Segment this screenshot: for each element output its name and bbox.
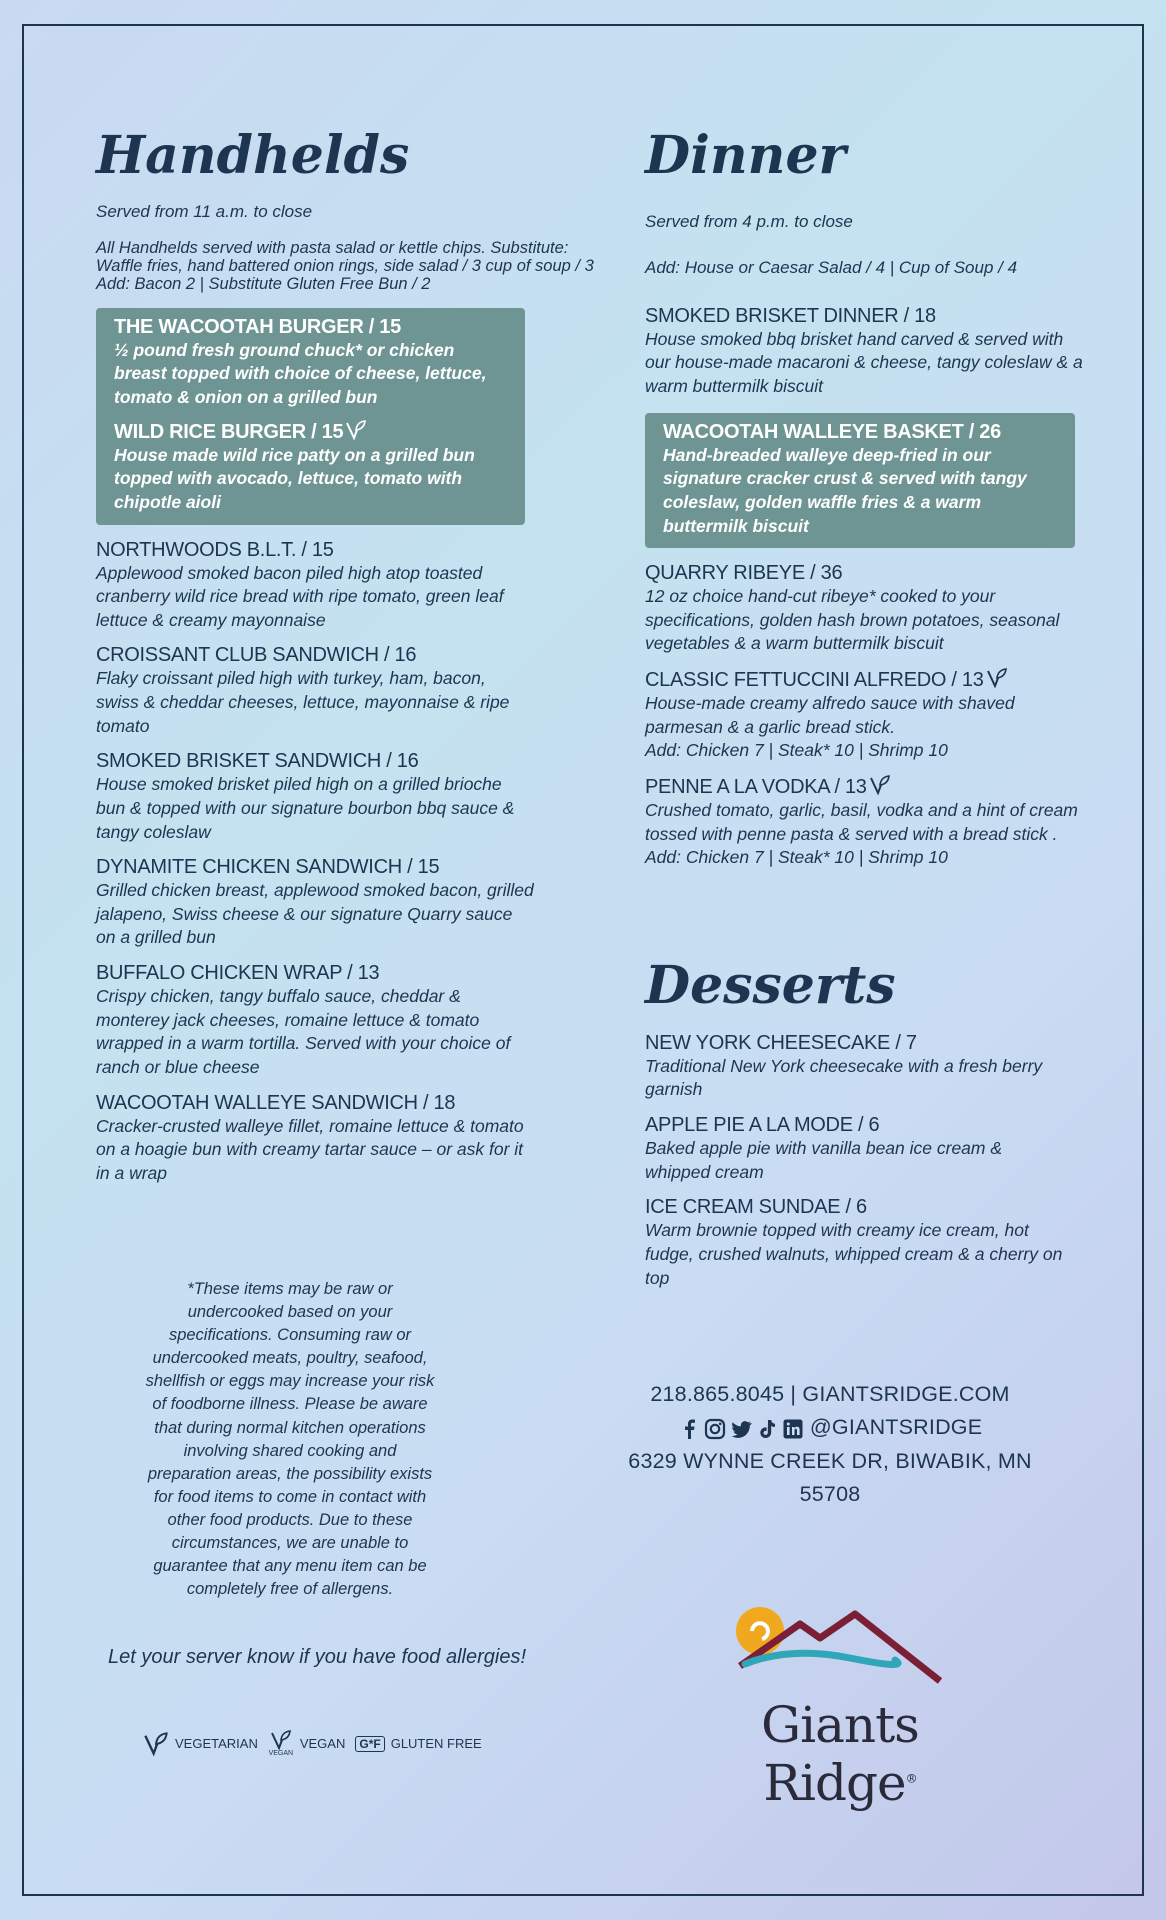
menu-item [114, 316, 507, 410]
menu-item-desc: Baked apple pie with vanilla bean ice cream & whipped cream [645, 1138, 1003, 1182]
menu-item [645, 1032, 1085, 1102]
menu-item [645, 562, 1085, 656]
menu-item-desc: House-made creamy alfredo sauce with shaved parmesan & a garlic bread stick. Add: Chicken 7 | Steak* 10 | Shrimp 10 [645, 693, 1015, 761]
menu-item [663, 421, 1057, 539]
handhelds-heading: Handhelds [96, 125, 410, 186]
menu-item-title: BUFFALO CHICKEN WRAP / 13 [96, 962, 380, 985]
vegan-mark-text: VEGAN [268, 1750, 294, 1757]
menu-item [96, 962, 616, 1080]
vegetarian-leaf-icon [869, 775, 891, 795]
menu-item-title: APPLE PIE A LA MODE / 6 [645, 1114, 880, 1137]
menu-item-title: DYNAMITE CHICKEN SANDWICH / 15 [96, 856, 440, 879]
menu-item-title: ICE CREAM SUNDAE / 6 [645, 1196, 867, 1219]
contact-info [600, 1378, 1060, 1511]
handhelds-info: All Handhelds served with pasta salad or kettle chips. Substitute: Waffle fries, hand battered onion rings, side salad / 3 cup of soup / 3 Add: Bacon 2 | Substitute Gluten Free Bun / 2 [96, 239, 594, 294]
menu-item [645, 1114, 1085, 1184]
dinner-section [645, 125, 1085, 1290]
menu-item [96, 750, 616, 844]
menu-item [645, 305, 1085, 399]
logo-wordmark: Giants Ridge® [761, 1696, 919, 1812]
menu-item-title: NORTHWOODS B.L.T. / 15 [96, 538, 334, 561]
giants-ridge-logo [680, 1596, 1000, 1812]
menu-item-title: THE WACOOTAH BURGER / 15 [114, 315, 401, 338]
menu-item-desc: Traditional New York cheesecake with a fresh berry garnish [645, 1055, 1043, 1100]
menu-item-desc: Flaky croissant piled high with turkey, ham, bacon, swiss & cheddar cheeses, lettuce, mayonnaise & ripe tomato [96, 668, 510, 736]
menu-item-title: SMOKED BRISKET DINNER / 18 [645, 304, 936, 327]
menu-item-title: CROISSANT CLUB SANDWICH / 16 [96, 644, 417, 667]
menu-item-desc: House made wild rice patty on a grilled bun topped with avocado, lettuce, tomato with chipotle aioli [114, 444, 475, 512]
menu-item-desc: Crushed tomato, garlic, basil, vodka and a hint of cream tossed with penne pasta & served with a bread stick . Add: Chicken 7 | Steak* 10 | Shrimp 10 [645, 799, 1078, 868]
menu-item-desc: Cracker-crusted walleye fillet, romaine lettuce & tomato on a hoagie bun with creamy tartar sauce – or ask for it in a wrap [96, 1115, 524, 1183]
tiktok-icon[interactable] [756, 1418, 778, 1440]
menu-item [645, 668, 1085, 763]
vegetarian-leaf-icon [143, 1731, 169, 1757]
legend-vegan: VEGAN [299, 1736, 346, 1751]
vegan-icon [268, 1730, 294, 1757]
menu-item-title: WACOOTAH WALLEYE SANDWICH / 18 [96, 1091, 456, 1114]
legend-vegetarian: VEGETARIAN [175, 1736, 258, 1751]
featured-box-dinner [645, 413, 1075, 549]
twitter-icon[interactable] [730, 1418, 752, 1440]
vegetarian-leaf-icon [986, 668, 1008, 688]
desserts-section [645, 954, 1085, 1290]
facebook-icon[interactable] [678, 1418, 700, 1440]
menu-item-desc: House smoked brisket piled high on a grilled brioche bun & topped with our signature bourbon bbq sauce & tangy coleslaw [96, 774, 515, 842]
dinner-heading: Dinner [645, 125, 846, 186]
menu-item-title: WACOOTAH WALLEYE BASKET / 26 [663, 420, 1001, 443]
handhelds-section [96, 125, 616, 1185]
menu-item [96, 539, 616, 633]
menu-item-desc: Hand-breaded walleye deep-fried in our signature cracker crust & served with tangy coleslaw, golden waffle fries & a warm buttermilk biscuit [663, 444, 1027, 536]
allergen-notice: *These items may be raw or undercooked based on your specifications. Consuming raw or undercooked meats, poultry, seafood, shellfish or eggs may increase your risk of foodborne illness. Please be aware that during normal kitchen operations involving shared cooking and preparation areas, the possibility exists for food items to come in contact with other food products. Due to these circumstances, we are unable to guarantee that any menu item can be completely free of allergens. [145, 1280, 435, 1599]
featured-box-handhelds [96, 308, 525, 525]
desserts-heading: Desserts [645, 954, 896, 1016]
menu-item-title: CLASSIC FETTUCCINI ALFREDO / 13 [645, 668, 1085, 692]
menu-item-title: SMOKED BRISKET SANDWICH / 16 [96, 750, 419, 773]
menu-item-desc: Applewood smoked bacon piled high atop toasted cranberry wild rice bread with ripe tomato, green leaf lettuce & creamy mayonnaise [96, 562, 504, 630]
phone-website: 218.865.8045 | GIANTSRIDGE.COM [650, 1382, 1010, 1406]
menu-item-desc: ½ pound fresh ground chuck* or chicken breast topped with choice of cheese, lettuce, tomato & onion on a grilled bun [114, 339, 487, 408]
handhelds-served-time: Served from 11 a.m. to close [96, 202, 313, 221]
menu-item-title: QUARRY RIBEYE / 36 [645, 562, 843, 585]
instagram-icon[interactable] [704, 1418, 726, 1440]
menu-item [96, 856, 616, 950]
menu-item [645, 775, 1085, 870]
menu-item [645, 1196, 1085, 1290]
allergy-callout: Let your server know if you have food allergies! [108, 1646, 526, 1668]
menu-item-desc: Warm brownie topped with creamy ice cream, hot fudge, crushed walnuts, whipped cream & a cherry on top [645, 1220, 1063, 1288]
dietary-legend [143, 1730, 503, 1757]
gluten-free-icon: G*F [355, 1736, 384, 1752]
menu-item [96, 1092, 616, 1186]
menu-item [96, 644, 616, 738]
social-row [600, 1411, 1060, 1444]
menu-item-desc: House smoked bbq brisket hand carved & served with our house-made macaroni & cheese, tangy coleslaw & a warm buttermilk biscuit [645, 328, 1083, 397]
menu-item-desc: 12 oz choice hand-cut ribeye* cooked to your specifications, golden hash brown potatoes, seasonal vegetables & a warm buttermilk biscuit [645, 586, 1060, 654]
social-handle[interactable]: @GIANTSRIDGE [809, 1415, 983, 1440]
menu-item [114, 420, 507, 515]
registered-mark: ® [905, 1771, 917, 1786]
menu-item-title: WILD RICE BURGER / 15 [114, 420, 507, 444]
address: 6329 WYNNE CREEK DR, BIWABIK, MN 55708 [628, 1448, 1032, 1506]
legend-gluten-free: GLUTEN FREE [390, 1736, 482, 1751]
vegetarian-leaf-icon [345, 420, 367, 440]
menu-item-desc: Crispy chicken, tangy buffalo sauce, cheddar & monterey jack cheeses, romaine lettuce & tomato wrapped in a warm tortilla. Served with your choice of ranch or blue cheese [96, 986, 511, 1077]
menu-item-desc: Grilled chicken breast, applewood smoked bacon, grilled jalapeno, Swiss cheese & our signature Quarry sauce on a grilled bun [96, 880, 534, 948]
mountain-sun-logo-icon [680, 1596, 1000, 1706]
dinner-add-on: Add: House or Caesar Salad / 4 | Cup of Soup / 4 [645, 258, 1018, 278]
menu-item-title: NEW YORK CHEESECAKE / 7 [645, 1031, 917, 1054]
dinner-served-time: Served from 4 p.m. to close [645, 212, 853, 231]
linkedin-icon[interactable] [782, 1418, 804, 1440]
menu-item-title: PENNE A LA VODKA / 13 [645, 775, 1085, 799]
